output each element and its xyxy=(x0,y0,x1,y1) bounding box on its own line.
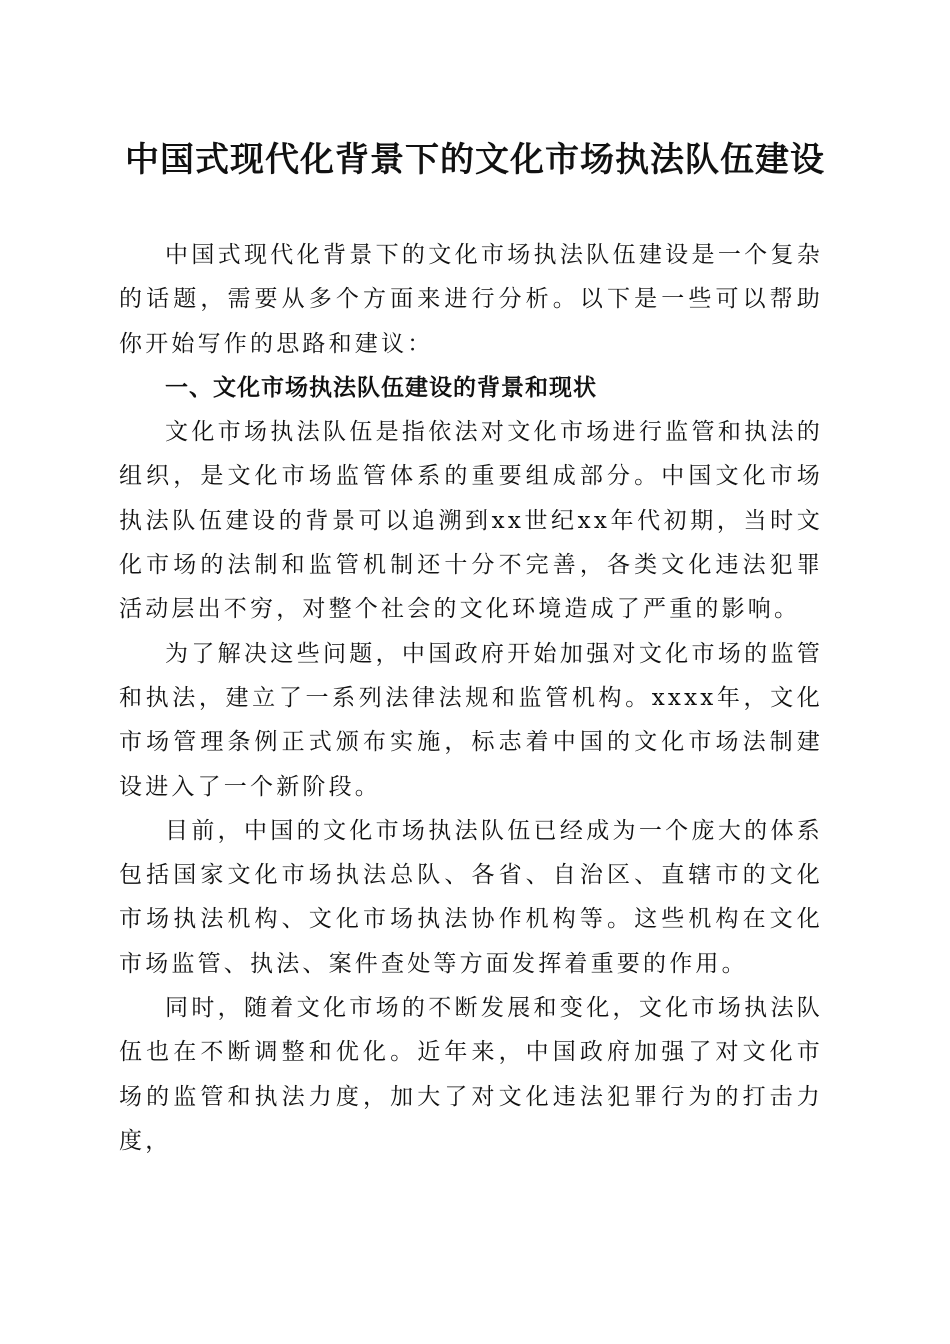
intro-paragraph: 中国式现代化背景下的文化市场执法队伍建设是一个复杂的话题，需要从多个方面来进行分析。以下是一些可以帮助你开始写作的思路和建议： xyxy=(119,242,823,357)
body-paragraph-3: 目前，中国的文化市场执法队伍已经成为一个庞大的体系包括国家文化市场执法总队、各省、自治区、直辖市的文化市场执法机构、文化市场执法协作机构等。这些机构在文化市场监管、执法、案件查处等方面发挥着重要的作用。 xyxy=(119,817,823,977)
body-paragraph-1: 文化市场执法队伍是指依法对文化市场进行监管和执法的组织，是文化市场监管体系的重要组成部分。中国文化市场执法队伍建设的背景可以追溯到xx世纪xx年代初期，当时文化市场的法制和监管机制还十分不完善，各类文化违法犯罪活动层出不穷，对整个社会的文化环境造成了严重的影响。 xyxy=(119,419,823,623)
document-title: 中国式现代化背景下的文化市场执法队伍建设 xyxy=(125,140,825,180)
section-heading: 一、文化市场执法队伍建设的背景和现状 xyxy=(165,374,597,401)
body-paragraph-4: 同时，随着文化市场的不断发展和变化，文化市场执法队伍也在不断调整和优化。近年来，中国政府加强了对文化市场的监管和执法力度，加大了对文化违法犯罪行为的打击力度， xyxy=(119,995,823,1154)
body-paragraph-2: 为了解决这些问题，中国政府开始加强对文化市场的监管和执法，建立了一系列法律法规和监管机构。xxxx年，文化市场管理条例正式颁布实施，标志着中国的文化市场法制建设进入了一个新阶段。 xyxy=(119,640,823,800)
document-body xyxy=(119,233,823,1163)
